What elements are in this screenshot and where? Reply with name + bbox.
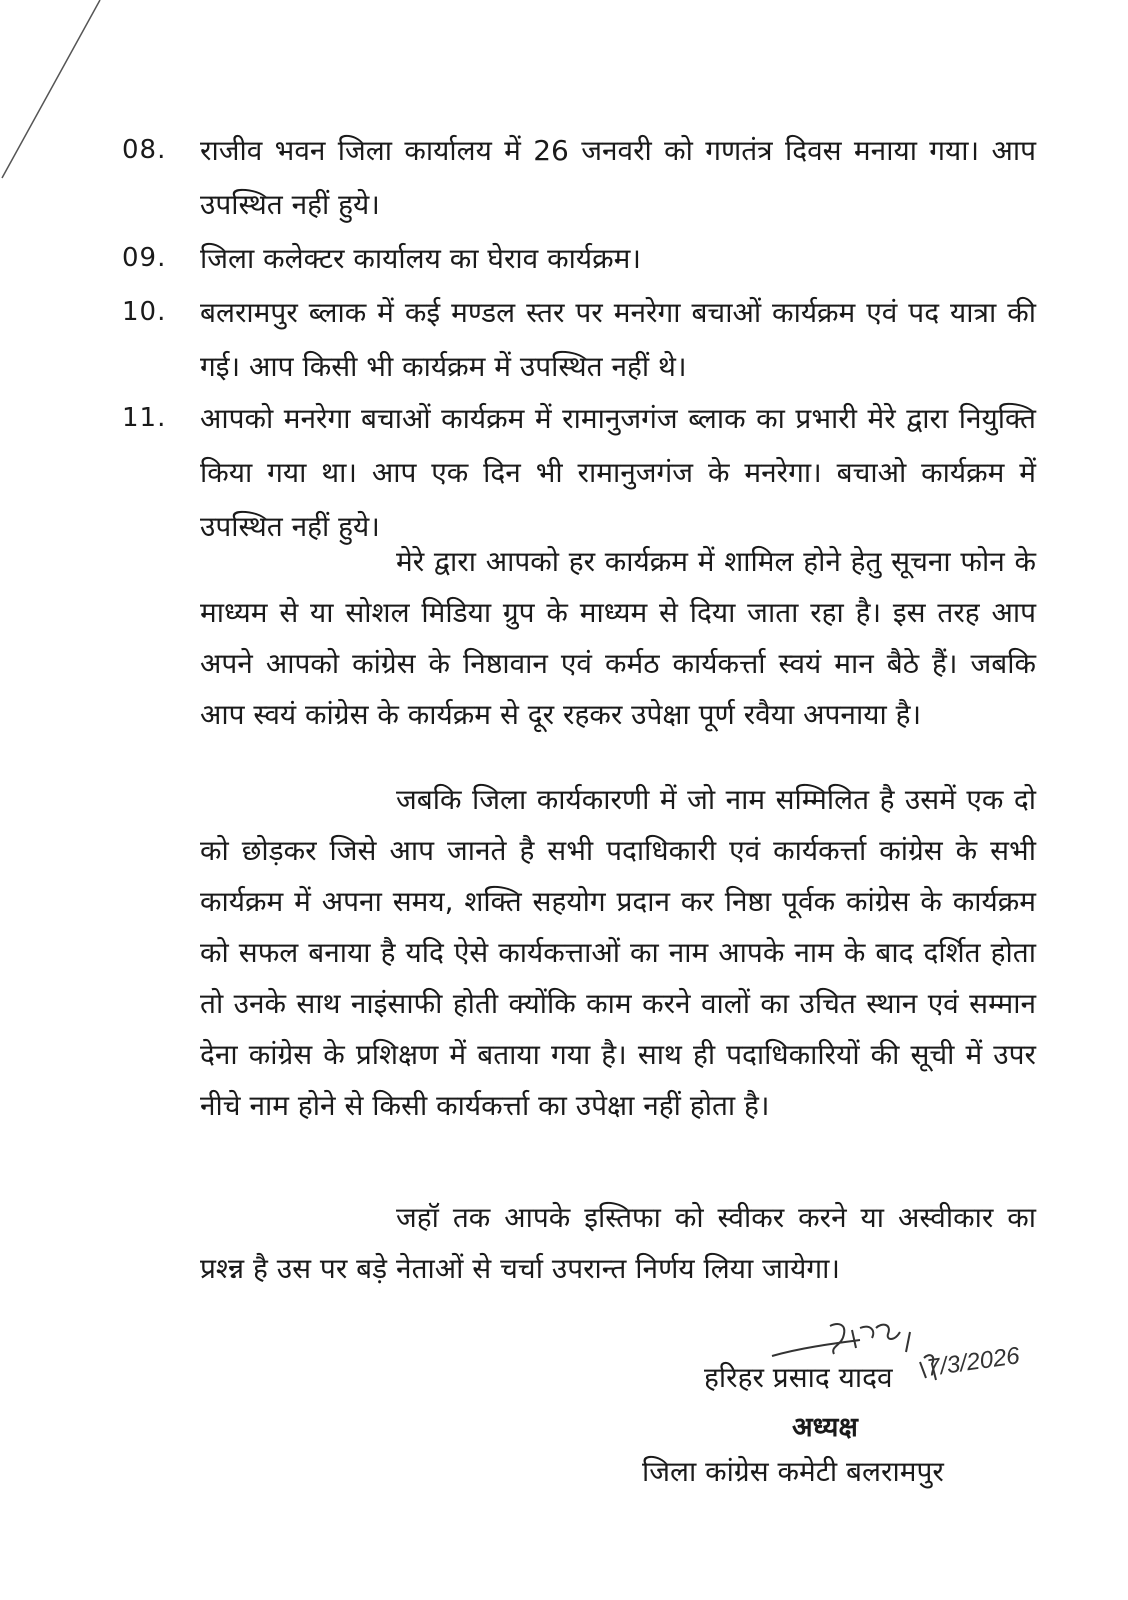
item-text: राजीव भवन जिला कार्यालय में 26 जनवरी को गणतंत्र दिवस मनाया गया। आप उपस्थित नहीं हुये। [200,134,1036,221]
item-number: 11. [122,403,167,433]
page-fold-line [0,0,110,180]
signatory-name: हरिहर प्रसाद यादव [704,1361,893,1394]
item-number: 09. [122,243,167,273]
paragraph-2: जबकि जिला कार्यकारणी में जो नाम सम्मिलित है उसमें एक दो को छोड़कर जिसे आप जानते है सभी पदाधिकारी एवं कार्यकर्त्ता कांग्रेस के सभी कार्यक्रम में अपना समय, शक्ति सहयोग प्रदान कर निष्ठा पूर्वक कांग्रेस के कार्यक्रम को सफल बनाया है यदि ऐसे कार्यकत्ताओं का नाम आपके नाम के बाद दर्शित होता तो उनके साथ नाइंसाफी होती क्योंकि काम करने वालों का उचित स्थान एवं सम्मान देना कांग्रेस के प्रशिक्षण में बताया गया है। साथ ही पदाधिकारियों की सूची में उपर नीचे नाम होने से किसी कार्यकर्त्ता का उपेक्षा नहीं होता है। [200,783,1036,1122]
item-text: आपको मनरेगा बचाओं कार्यक्रम में रामानुजगंज ब्लाक का प्रभारी मेरे द्वारा नियुक्ति किया गया था। आप एक दिन भी रामानुजगंज के मनरेगा। बचाओ कार्यक्रम में उपस्थित नहीं हुये। [200,402,1036,543]
item-text: जिला कलेक्टर कार्यालय का घेराव कार्यक्रम। [200,242,641,275]
signatory-title: अध्यक्ष [792,1412,858,1443]
signature-date: 7/3/2026 [925,1342,1022,1382]
paragraph-1: मेरे द्वारा आपको हर कार्यक्रम में शामिल होने हेतु सूचना फोन के माध्यम से या सोशल मिडिया ग्रुप के माध्यम से दिया जाता रहा है। इस तरह आप अपने आपको कांग्रेस के निष्ठावान एवं कर्मठ कार्यकर्त्ता स्वयं मान बैठे हैं। जबकि आप स्वयं कांग्रेस के कार्यक्रम से दूर रहकर उपेक्षा पूर्ण रवैया अपनाया है। [200,545,1036,731]
item-text: बलरामपुर ब्लाक में कई मण्डल स्तर पर मनरेगा बचाओं कार्यक्रम एवं पद यात्रा की गई। आप किसी भी कार्यक्रम में उपस्थित नहीं थे। [200,296,1036,383]
item-number: 10. [122,297,167,327]
paragraph-3: जहॉ तक आपके इस्तिफा को स्वीकर करने या अस्वीकार का प्रश्न्न है उस पर बड़े नेताओं से चर्चा उपरान्त निर्णय लिया जायेगा। [200,1201,1036,1285]
item-number: 08. [122,135,167,165]
signatory-organization: जिला कांग्रेस कमेटी बलरामपुर [642,1455,944,1488]
